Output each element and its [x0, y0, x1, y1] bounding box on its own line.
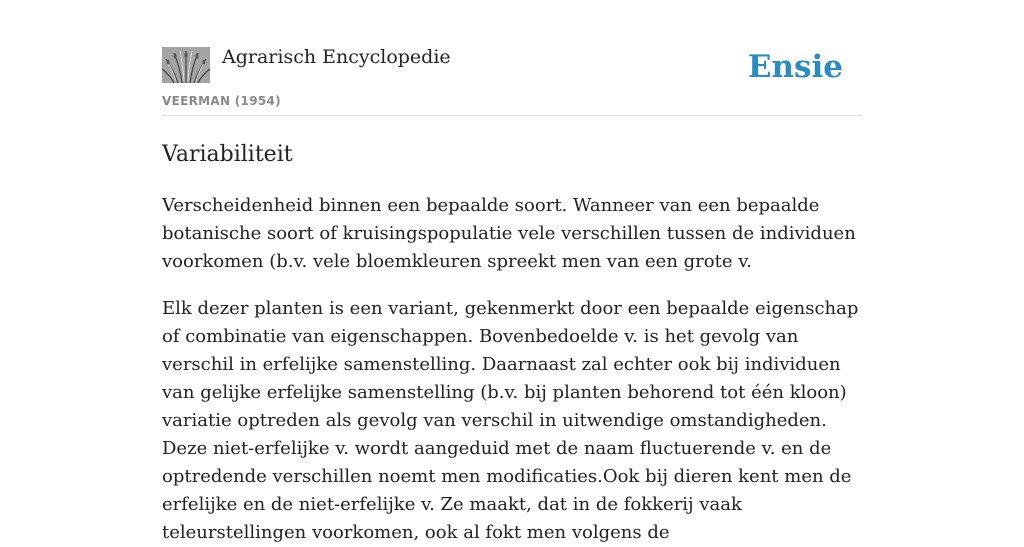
article-paragraph: Verscheidenheid binnen een bepaalde soort. Wanneer van een bepaalde botanische soort of kruisingspopulatie vele verschillen tussen de individuen voorkomen (b.v. vele bloemkleuren spreekt men van een grote v.	[162, 195, 856, 272]
publication-title[interactable]: Agrarisch Encyclopedie	[222, 46, 451, 68]
brand-logo[interactable]: Ensie	[747, 49, 843, 85]
publication-header	[162, 0, 862, 116]
article-paragraph: Elk dezer planten is een variant, gekenmerkt door een bepaalde eigenschap of combinatie van eigenschappen. Bovenbedoelde v. is het gevolg van verschil in erfelijke samenstelling. Daarnaast zal echter ook bij individuen van gelijke erfelijke samenstelling (b.v. bij planten behorend tot één kloon) variatie optreden als gevolg van verschil in uitwendige omstandigheden. Deze niet-erfelijke v. wordt aangeduid met de naam fluctuerende v. en de optredende verschillen noemt men modificaties.Ook bij dieren kent men de erfelijke en de niet-erfelijke v. Ze maakt, dat in de fokkerij vaak teleurstellingen voorkomen, ook al fokt men volgens de	[162, 298, 859, 543]
main-content	[162, 0, 862, 547]
publication-author-year: VEERMAN (1954)	[162, 94, 281, 108]
article-title: Variabiliteit	[162, 142, 293, 167]
wheat-engraving-icon[interactable]	[162, 47, 210, 83]
